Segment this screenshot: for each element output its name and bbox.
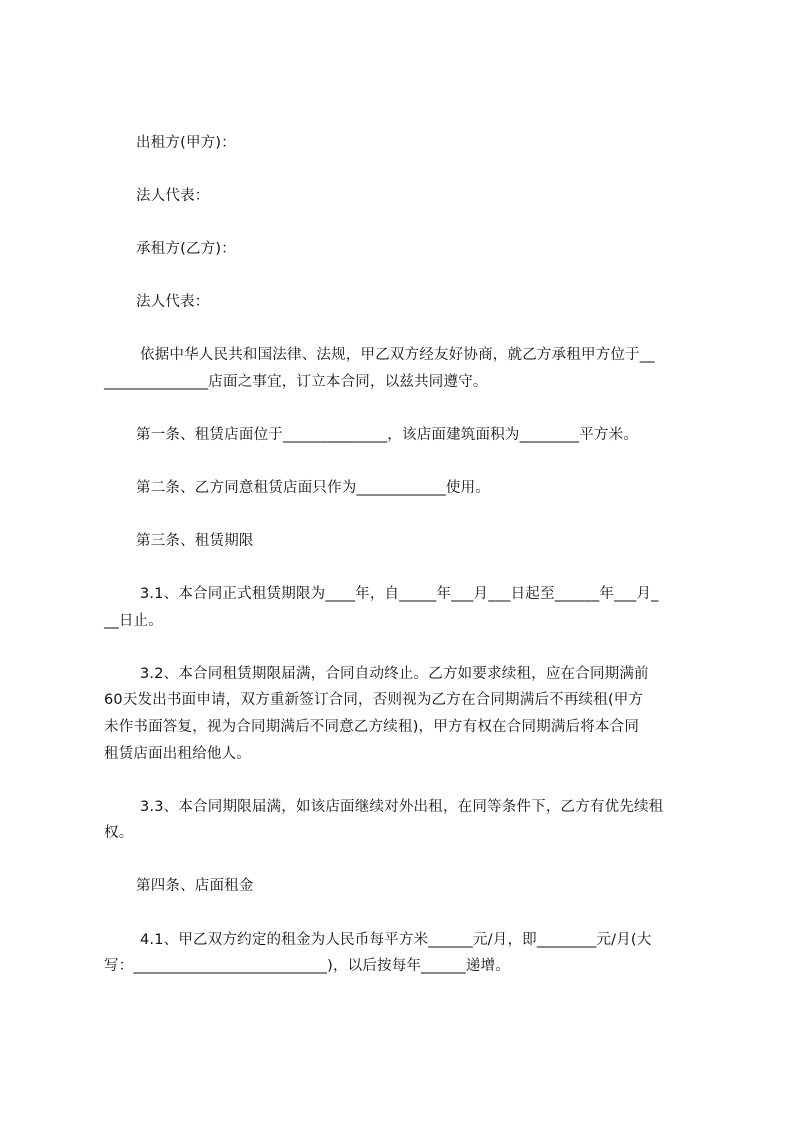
intro-line-1: 依据中华人民共和国法律、法规，甲乙双方经友好协商，就乙方承租甲方位于__ [140, 347, 655, 363]
lessee-label: 承租方(乙方)： [136, 241, 236, 257]
lessor-rep-label: 法人代表： [136, 188, 210, 204]
clause-3-2-line-4: 租赁店面出租给他人。 [104, 746, 251, 762]
clause-4-1-line-2: 写：__________________________)，以后按每年______递增。 [104, 958, 510, 974]
article-3-title: 第三条、租赁期限 [136, 533, 254, 549]
article-4-title: 第四条、店面租金 [136, 878, 254, 894]
clause-3-2-line-1: 3.2、本合同租赁期限届满，合同自动终止。乙方如要求续租，应在合同期满前 [140, 666, 649, 682]
clause-3-1-line-1: 3.1、本合同正式租赁期限为____年，自_____年___月___日起至______年___月_ [140, 586, 659, 602]
intro-line-2: ______________店面之事宜，订立本合同，以兹共同遵守。 [104, 374, 488, 390]
lessor-label: 出租方(甲方)： [136, 135, 236, 151]
clause-3-3-line-2: 权。 [104, 825, 134, 841]
clause-4-1-line-1: 4.1、甲乙双方约定的租金为人民币每平方米______元/月，即________元/月(大 [140, 932, 652, 948]
article-1: 第一条、租赁店面位于______________，该店面建筑面积为________平方米。 [136, 427, 638, 443]
clause-3-3-line-1: 3.3、本合同期限届满，如该店面继续对外出租，在同等条件下，乙方有优先续租 [140, 799, 664, 815]
lessee-rep-label: 法人代表： [136, 294, 210, 310]
article-2: 第二条、乙方同意租赁店面只作为____________使用。 [136, 480, 490, 496]
clause-3-2-line-2: 60天发出书面申请，双方重新签订合同，否则视为乙方在合同期满后不再续租(甲方 [104, 692, 644, 708]
clause-3-1-line-2: __日止。 [104, 613, 163, 629]
clause-3-2-line-3: 未作书面答复，视为合同期满后不同意乙方续租)，甲方有权在合同期满后将本合同 [104, 719, 640, 735]
